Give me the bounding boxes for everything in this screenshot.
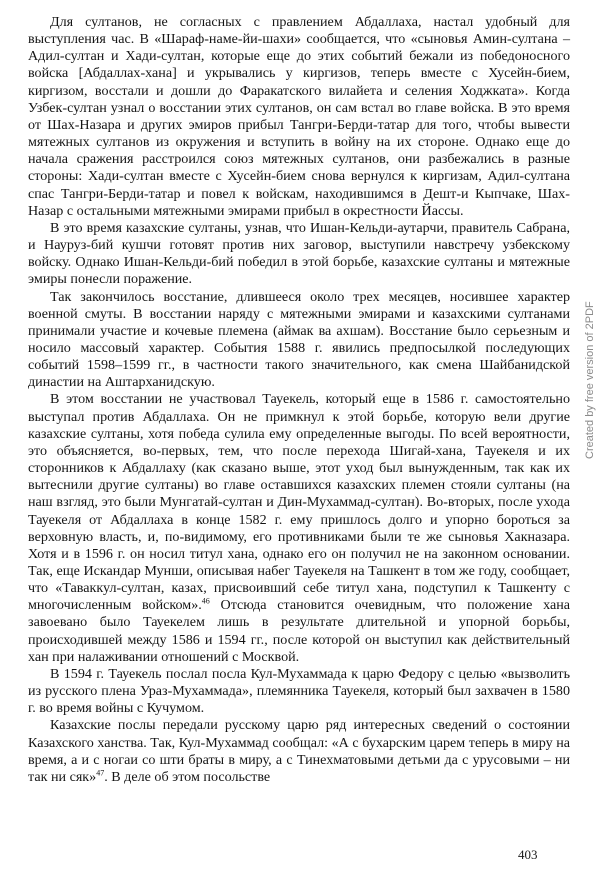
paragraph-4-text-b: Отсюда становится очевидным, что положение хана завоевано было Тауекелем лишь в результате длительной и упорной борьбы, происходившей между 1586 и 1594 гг., после которой он выступил как действительный хан при налаживании отношений с Москвой.	[28, 597, 570, 665]
footnote-ref-47: 47	[96, 768, 105, 778]
paragraph-4-text-a: В этом восстании не участвовал Тауекель, который еще в 1586 г. самостоятельно выступал против Абдаллаха. Он не примкнул к этой борьбе, которую вели другие казахские султаны, хотя победа сулила ему определенные выгоды. По всей вероятности, это объясняется, во-первых, тем, что после перехода Шигай-хана, Тауекеля и их сторонников к Абдаллаху (как сказано выше, этот уход был вынужденным, так как их вытеснили другие султаны) во главе оставшихся казахских племен стояли султаны (на наш взгляд, это были Мунгатай-султан и Дин-Мухаммад-султан). Во-вторых, после ухода Тауекеля от Абдаллаха в конце 1582 г. ему пришлось долго и упорно бороться за верховную власть, и, по-видимому, его противниками были те же сыновья Хакназара. Хотя и в 1596 г. он носил титул хана, однако его он получил не на законном основании. Так, еще Искандар Мунши, описывая набег Тауекеля на Ташкент в том же году, сообщает, что «Таваккул-султан, казах, присвоивший себе титул хана, подступил к Ташкенту с многочисленным войском».	[28, 391, 570, 614]
footnote-ref-46: 46	[201, 596, 210, 606]
paragraph-3	[28, 289, 570, 392]
paragraph-5-text: В 1594 г. Тауекель послал посла Кул-Мухаммада к царю Федору с целью «вызволить из русского плена Ураз-Мухаммада», племянника Тауекеля, который был захвачен в 1580 г. во время войны с Кучумом.	[28, 665, 570, 717]
watermark: Created by free version of 2PDF	[584, 301, 596, 459]
paragraph-6-text-a: Казахские послы передали русскому царю ряд интересных сведений о состоянии Казахского ханства. Так, Кул-Мухаммад сообщал: «А с бухарским царем теперь в миру на время, а и с ногаи со шти браты в миру, а с Тинехматовыми детьми да с урусовыми – ни так ни сяк»	[28, 717, 570, 785]
paragraph-2	[28, 220, 570, 289]
paragraph-5	[28, 666, 570, 717]
paragraph-1	[28, 14, 570, 220]
page-number: 403	[518, 847, 538, 862]
paragraph-6	[28, 717, 570, 786]
paragraph-2-text: В это время казахские султаны, узнав, что Ишан-Кельди-аутарчи, правитель Сабрана, и Науруз-бий кушчи готовят против них заговор, выступили навстречу узбекскому войску. Однако Ишан-Кельди-бий победил в этой борьбе, казахские султаны и мятежные эмиры понесли поражение.	[28, 219, 570, 288]
paragraph-1-text: Для султанов, не согласных с правлением Абдаллаха, настал удобный для выступления час. В «Шараф-наме-йи-шахи» сообщается, что «сыновья Амин-султана – Адил-султан и Хади-султан, которые еще до этих событий бежали из победоносного войска [Абдаллах-хана] и укрывались у киргизов, теперь вместе с Хусейн-бием, киргизом, восстали и дошли до Фаракатского вилайета и селения Ходжката». Когда Узбек-султан узнал о восстании этих султанов, он сам встал во главе войска. В это время от Шах-Назара и других эмиров прибыл Тангри-Берди-татар для того, чтобы вывести мятежных султанов из окружения и вступить в войну на их стороне. Однако еще до начала сражения расстроился союз мятежных султанов, они разбежались в разные стороны: Хади-султан вместе с Хусейн-бием снова вернулся к киргизам, Адил-султана спас Тангри-Берди-татар и повел к войскам, находившимся в Дешт-и Кыпчаке, Шах-Назар с остальными мятежными эмирами прибыл в окрестности Йассы.	[28, 14, 570, 219]
page-body	[28, 14, 570, 786]
paragraph-3-text: Так закончилось восстание, длившееся около трех месяцев, носившее характер военной смуты. В восстании наряду с мятежными эмирами и казахскими султанами принимали участие и кочевые племена (аймак ва ахшам). Восстание было серьезным и носило массовый характер. События 1588 г. явились предпосылкой последующих событий 1598–1599 гг., в частности такого значительного, как смена Шайбанидской династии на Аштарханидскую.	[28, 288, 570, 391]
paragraph-4	[28, 391, 570, 666]
paragraph-6-text-b: . В деле об этом посольстве	[104, 768, 271, 785]
